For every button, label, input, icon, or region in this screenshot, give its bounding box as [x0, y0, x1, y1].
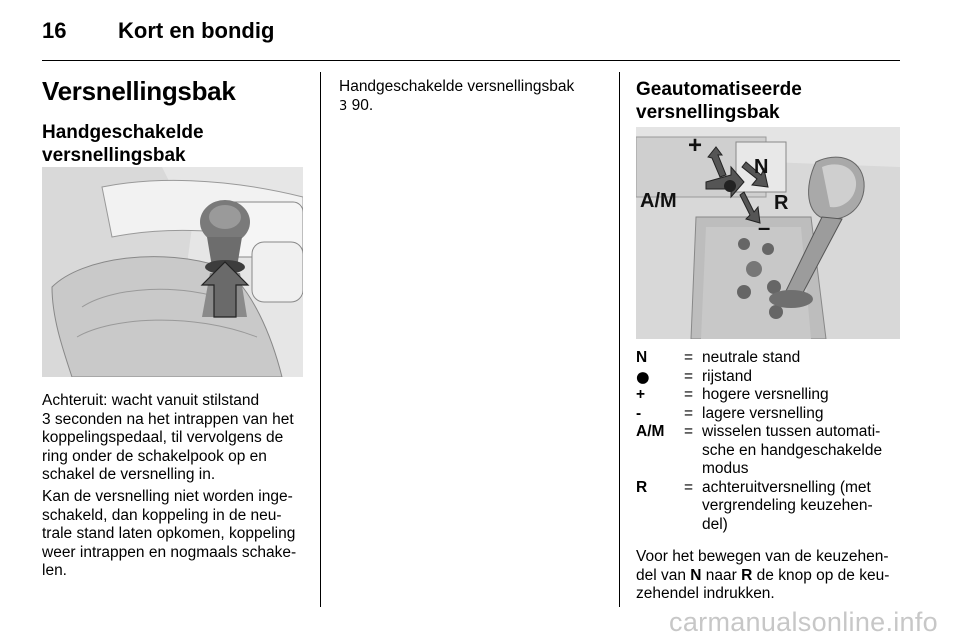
- paragraph-line: weer intrappen en nogmaals schake-: [42, 543, 297, 561]
- legend-symbol: N: [636, 349, 648, 366]
- page-number: 16: [42, 18, 67, 43]
- legend-row: [636, 349, 902, 368]
- legend-description: wisselen tussen automati- sche en handgeschakelde modus: [702, 423, 883, 477]
- header-divider: [42, 60, 900, 61]
- legend-equals: =: [684, 404, 694, 422]
- selector-lever-note: [636, 548, 904, 604]
- caption-line: schakel de versnelling in.: [42, 466, 216, 483]
- heading-line: Geautomatiseerde: [636, 79, 802, 100]
- am-label: A/M: [640, 190, 677, 212]
- reverse-label: R: [774, 192, 789, 214]
- legend-equals: =: [684, 367, 694, 385]
- watermark: carmanualsonline.info: [669, 607, 938, 637]
- cross-reference-text: Handgeschakelde versnellingsbak: [339, 78, 575, 95]
- legend-row: [636, 479, 902, 535]
- legend-equals: =: [684, 423, 694, 440]
- legend-symbol: -: [636, 404, 642, 422]
- legend-row: [636, 368, 902, 387]
- shift-instruction-paragraph: [42, 488, 307, 581]
- reverse-gear-caption: [42, 392, 307, 485]
- section-heading: Versnellingsbak: [42, 76, 236, 106]
- note-line: zehendel indrukken.: [636, 585, 775, 602]
- automated-gearbox-illustration: [636, 127, 900, 339]
- caption-line: Achteruit: wacht vanuit stilstand: [42, 392, 260, 409]
- legend-description: achteruitversnelling (met vergrendeling keuzehen- del): [702, 478, 873, 533]
- caption-line: 3 seconden na het intrappen van het: [42, 410, 294, 428]
- paragraph-line: trale stand laten opkomen, koppeling: [42, 525, 296, 542]
- legend-description: hogere versnelling: [702, 386, 829, 403]
- cross-reference: [339, 78, 609, 116]
- legend-symbol: ●: [636, 367, 650, 386]
- note-line: del van N naar R de knop op de keu-: [636, 566, 890, 584]
- caption-line: koppelingspedaal, til vervolgens de: [42, 429, 284, 446]
- column-divider-1: [320, 72, 321, 607]
- manual-gearbox-illustration: [42, 167, 303, 377]
- legend-row: [636, 405, 902, 424]
- legend-description: lagere versnelling: [702, 404, 824, 422]
- legend-equals: =: [684, 349, 694, 366]
- page-header-title: Kort en bondig: [118, 18, 275, 43]
- legend-description: neutrale stand: [702, 349, 801, 366]
- automated-gearbox-heading: [636, 78, 802, 124]
- note-line: Voor het bewegen van de keuzehen-: [636, 548, 889, 565]
- paragraph-line: Kan de versnelling niet worden inge-: [42, 488, 293, 505]
- legend-description: rijstand: [702, 367, 752, 385]
- legend-row: [636, 423, 902, 479]
- paragraph-line: schakeld, dan koppeling in de neu-: [42, 506, 282, 524]
- caption-line: ring onder de schakelpook op en: [42, 447, 267, 465]
- subheading-line: versnellingsbak: [42, 145, 186, 166]
- legend-symbol: +: [636, 386, 646, 403]
- legend-symbol: A/M: [636, 423, 665, 440]
- legend-symbol: R: [636, 478, 648, 496]
- reference-page-link[interactable]: 90.: [351, 96, 374, 114]
- paragraph-line: len.: [42, 562, 67, 579]
- legend-row: [636, 386, 902, 405]
- heading-line: versnellingsbak: [636, 102, 780, 123]
- subsection-heading: [42, 121, 204, 167]
- legend-equals: =: [684, 386, 694, 403]
- minus-label: –: [758, 215, 771, 240]
- subheading-line: Handgeschakelde: [42, 122, 204, 143]
- legend-equals: =: [684, 478, 694, 496]
- column-divider-2: [619, 72, 620, 607]
- plus-label: +: [688, 132, 703, 159]
- gear-position-legend: [636, 349, 902, 534]
- reference-arrow-icon: 3: [339, 98, 348, 114]
- neutral-label: N: [754, 156, 769, 178]
